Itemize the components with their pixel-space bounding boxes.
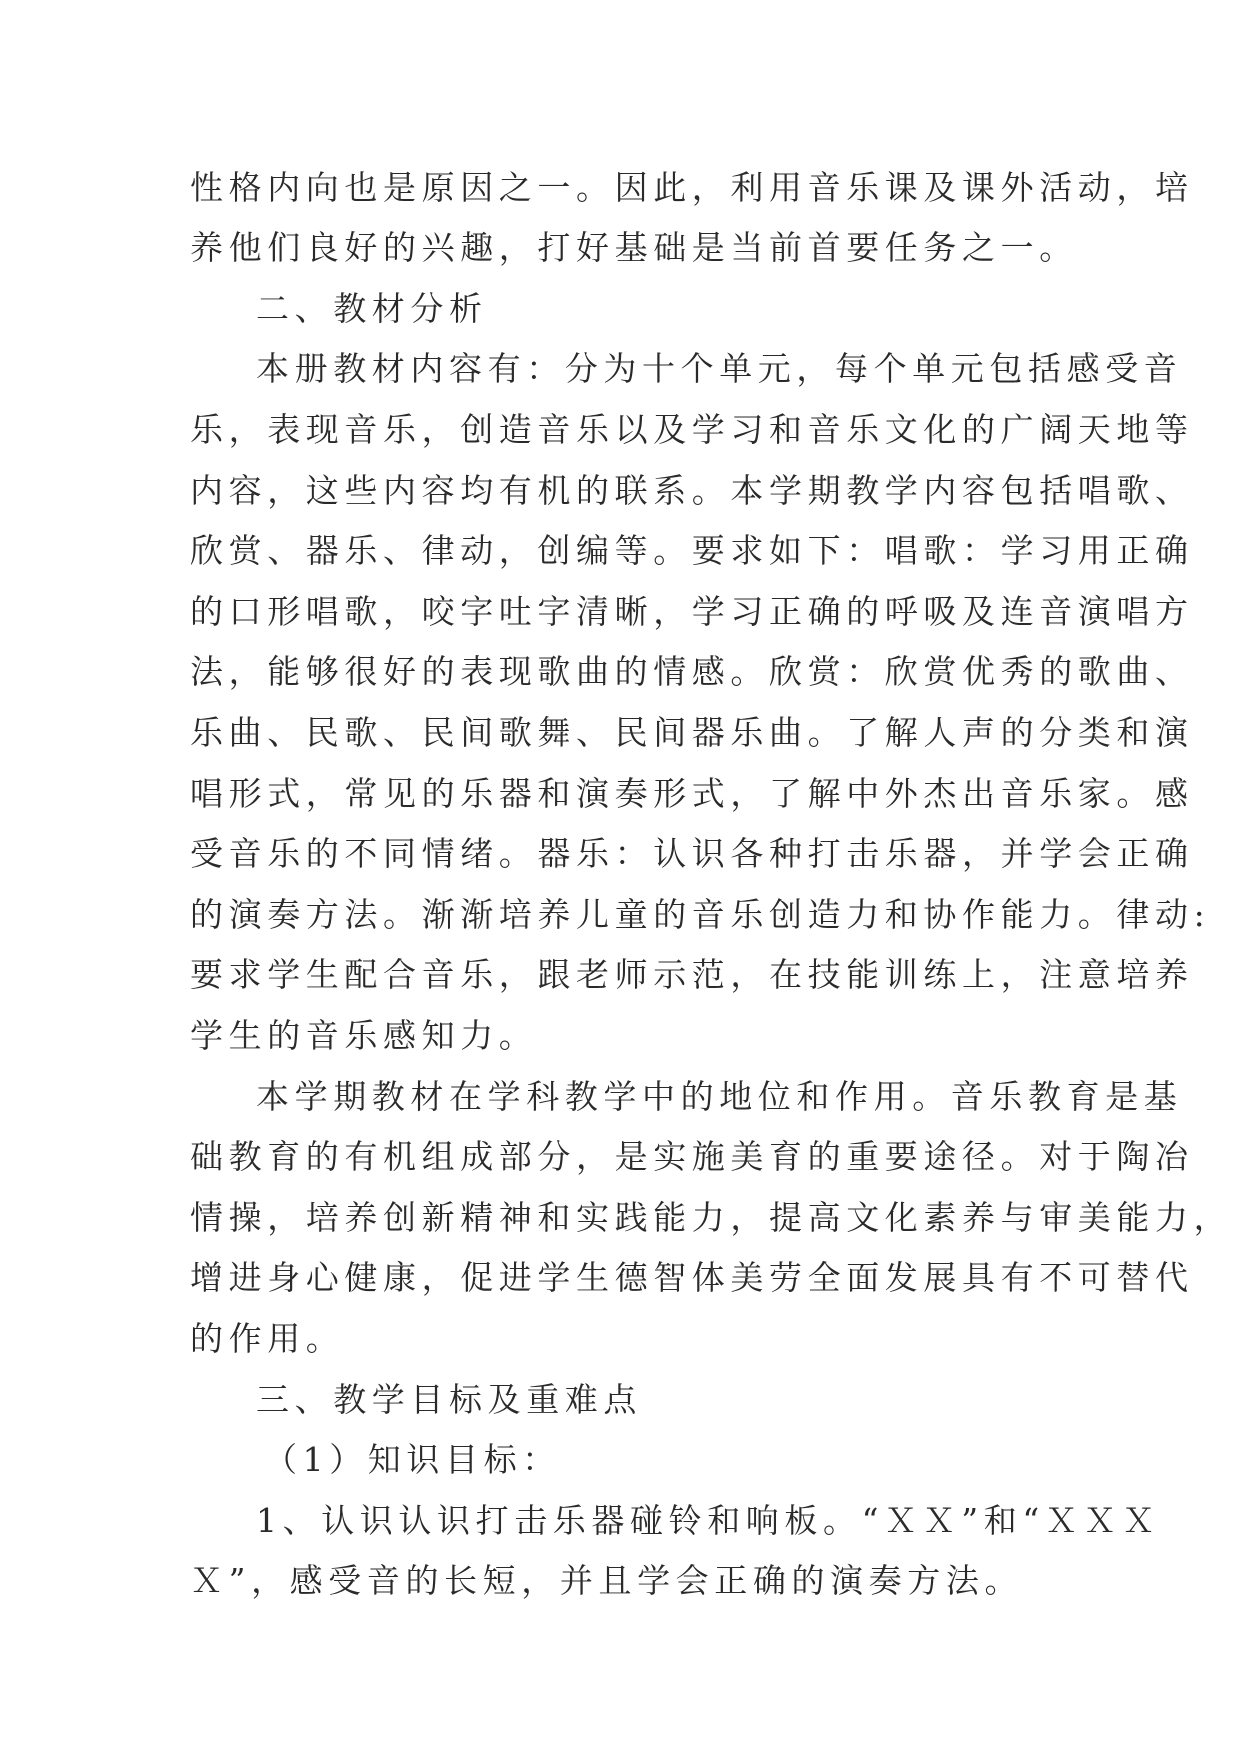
text-line: 的口形唱歌，咬字吐字清晰，学习正确的呼吸及连音演唱方	[190, 592, 1194, 631]
text-line: 要求学生配合音乐，跟老师示范，在技能训练上，注意培养	[190, 955, 1194, 994]
paragraph-first-line: 本册教材内容有：分为十个单元，每个单元包括感受音	[256, 349, 1183, 388]
text-line: 乐曲、民歌、民间歌舞、民间器乐曲。了解人声的分类和演	[190, 713, 1194, 752]
text-line: 的作用。	[190, 1319, 345, 1358]
text-line: 增进身心健康，促进学生德智体美劳全面发展具有不可替代	[190, 1258, 1194, 1297]
text-line: 欣赏、器乐、律动，创编等。要求如下：唱歌：学习用正确	[190, 531, 1194, 570]
text-line: 的演奏方法。渐渐培养儿童的音乐创造力和协作能力。律动:	[190, 895, 1211, 934]
text-line: 唱形式，常见的乐器和演奏形式，了解中外杰出音乐家。感	[190, 774, 1194, 813]
section-heading: 三、教学目标及重难点	[256, 1380, 642, 1419]
text-line: 乐，表现音乐，创造音乐以及学习和音乐文化的广阔天地等	[190, 410, 1194, 449]
text-line: 情操，培养创新精神和实践能力，提高文化素养与审美能力，	[190, 1198, 1233, 1237]
text-line: 受音乐的不同情绪。器乐：认识各种打击乐器，并学会正确	[190, 834, 1194, 873]
subsection-heading: （1）知识目标：	[264, 1440, 561, 1479]
section-heading: 二、教材分析	[256, 289, 488, 328]
text-line: 础教育的有机组成部分，是实施美育的重要途径。对于陶冶	[190, 1137, 1194, 1176]
text-line: 内容，这些内容均有机的联系。本学期教学内容包括唱歌、	[190, 471, 1194, 510]
text-line: Ｘ”，感受音的长短，并且学会正确的演奏方法。	[190, 1561, 1024, 1600]
text-line: 学生的音乐感知力。	[190, 1016, 538, 1055]
text-line: 法，能够很好的表现歌曲的情感。欣赏：欣赏优秀的歌曲、	[190, 652, 1194, 691]
paragraph-first-line: 1、认识认识打击乐器碰铃和响板。“ＸＸ”和“ＸＸＸ	[256, 1501, 1161, 1540]
text-line: 养他们良好的兴趣，打好基础是当前首要任务之一。	[190, 228, 1078, 267]
paragraph-first-line: 本学期教材在学科教学中的地位和作用。音乐教育是基	[256, 1077, 1183, 1116]
text-line: 性格内向也是原因之一。因此，利用音乐课及课外活动，培	[190, 168, 1194, 207]
